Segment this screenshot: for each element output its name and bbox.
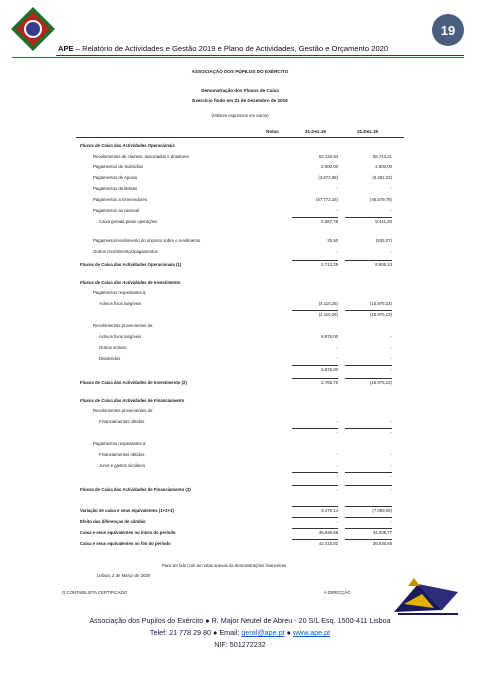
row-label: Pagamentos a fornecedores xyxy=(93,197,147,202)
header-divider-red xyxy=(56,55,464,56)
row-label: Pagamentos ao pessoal xyxy=(93,208,140,213)
row-label: Juros e gastos similares xyxy=(99,463,146,468)
subtotal-rule xyxy=(292,472,338,473)
section-heading: Fluxos de Caixa das Actividades de Investimento xyxy=(80,280,181,285)
value-2018: - xyxy=(390,419,392,424)
row-label: Fluxos de Caixa das Actividades de Investimento (2) xyxy=(80,380,187,385)
footer-address: Associação dos Pupilos do Exército ● R. Major Neutel de Abreu - 20 S/L Esq. 1500-411 Lisboa xyxy=(89,616,391,625)
subtotal-rule xyxy=(345,310,392,311)
value-2018: 44.005,77 xyxy=(372,530,392,535)
row-label: Outros activos xyxy=(99,345,127,350)
subtotal-rule xyxy=(345,485,392,486)
value-2018: (535,07) xyxy=(375,238,392,243)
value-2019: - xyxy=(336,345,338,350)
ape-logo xyxy=(10,6,56,52)
footer-email-link[interactable]: geral@ape.pt xyxy=(241,628,285,637)
value-2018: - xyxy=(390,463,392,468)
subtotal-rule xyxy=(345,260,392,261)
value-2019: - xyxy=(336,430,338,435)
subtotal-rule xyxy=(292,539,338,540)
subtotal-rule xyxy=(292,506,338,507)
subtotal-rule xyxy=(292,217,338,218)
row-label: Recebimentos provenientes de: xyxy=(93,408,154,413)
value-2018: 2.800,00 xyxy=(375,164,392,169)
col-2019: 31.Dez.19 xyxy=(305,129,326,134)
doc-statement: Demonstração dos Fluxos de Caixa xyxy=(201,88,279,93)
value-2018: - xyxy=(390,367,392,372)
subtotal-rule xyxy=(292,485,338,486)
value-2019: - xyxy=(336,186,338,191)
value-2018: (15.975,23) xyxy=(370,312,392,317)
row-label: Pagamentos respeitantes a: xyxy=(93,441,147,446)
value-2019: 42.415,82 xyxy=(318,541,338,546)
value-2019: 6.876,00 xyxy=(321,334,338,339)
value-2018: 58.713,21 xyxy=(372,154,392,159)
footer-separator: ● xyxy=(284,628,293,637)
value-2019: - xyxy=(336,208,338,213)
row-label: Pagamentos de Bolsas xyxy=(93,186,138,191)
ape-emblem-seal xyxy=(388,574,462,616)
value-2019: 2.000,00 xyxy=(321,164,338,169)
value-2018: (15.975,23) xyxy=(370,380,392,385)
section-heading: Fluxos de Caixa das Actividades Operacionais xyxy=(80,143,175,148)
value-2019: 36.936,68 xyxy=(318,530,338,535)
subtotal-rule xyxy=(345,528,392,529)
row-label: Pagamentos de Apoios xyxy=(93,175,138,180)
value-2019: 25,60 xyxy=(327,238,338,243)
row-label: Fluxos de Caixa das Actividades de Financiamento (3) xyxy=(80,487,191,492)
notes-line: Para ser lido com as notas anexas às demonstrações financeiras xyxy=(162,563,287,568)
value-2019: 62.132,94 xyxy=(318,154,338,159)
value-2019: - xyxy=(336,419,338,424)
subtotal-rule xyxy=(292,428,338,429)
subtotal-rule xyxy=(345,472,392,473)
row-label: Variação de caixa e seus equivalentes (1+2+3) xyxy=(80,508,174,513)
row-label: Caixa e seus equivalentes no fim do período xyxy=(80,541,171,546)
row-label: Recebimentos provenientes de: xyxy=(93,323,154,328)
value-2018: 8.906,13 xyxy=(375,262,392,267)
row-label: Caixa e seus equivalentes no início do período xyxy=(80,530,176,535)
value-2019: - xyxy=(336,474,338,479)
footer-phone: Telef: 21 778 29 80 ● Email: xyxy=(149,628,242,637)
header-divider-green xyxy=(12,57,464,58)
value-2019: - xyxy=(336,452,338,457)
row-label: Efeito das diferenças de câmbio xyxy=(80,519,146,524)
row-label: Dividendos xyxy=(99,356,121,361)
value-2018: - xyxy=(390,208,392,213)
doc-org: ASSOCIAÇÃO DOS PÚPILOS DO EXÉRCITO xyxy=(191,69,289,74)
subtotal-rule xyxy=(345,517,392,518)
row-label: Caixa gerada pelas operações xyxy=(99,219,158,224)
value-2018: - xyxy=(390,356,392,361)
value-2019: 6.876,00 xyxy=(321,367,338,372)
subtotal-rule xyxy=(292,365,338,366)
value-2018: - xyxy=(390,345,392,350)
section-heading: Fluxos de Caixa das Actividades de Financiamento xyxy=(80,398,185,403)
value-2019: - xyxy=(336,356,338,361)
subtotal-rule xyxy=(345,539,392,540)
value-2019: 2.713,39 xyxy=(321,262,338,267)
value-2019: 2.765,75 xyxy=(321,380,338,385)
row-label: Activos fixos tangíveis xyxy=(99,301,142,306)
table-top-rule xyxy=(76,137,404,138)
subtotal-rule xyxy=(345,428,392,429)
value-2018: (15.975,23) xyxy=(370,301,392,306)
value-2018: (45.579,78) xyxy=(370,197,392,202)
sign-accountant: O CONTABILISTA CERTIFICADO xyxy=(62,590,127,595)
value-2019: - xyxy=(336,519,338,524)
row-label: Recebimentos de clientes, associados e doadores xyxy=(93,154,189,159)
header-title-bold: APE xyxy=(58,44,74,53)
value-2019: - xyxy=(336,463,338,468)
value-2019: (4.110,25) xyxy=(318,301,338,306)
row-label: Financiamentos obtidos xyxy=(99,419,145,424)
doc-period: Exercício findo em 31 de Dezembro de 2019 xyxy=(192,98,288,103)
value-2018: (7.069,09) xyxy=(372,508,392,513)
doc-units: (Valores expressos em euros) xyxy=(211,113,269,118)
subtotal-rule xyxy=(292,378,338,379)
footer-nif: NIF: 501272232 xyxy=(214,640,266,649)
value-2019: (3.672,99) xyxy=(318,175,338,180)
value-2019: (57.772,16) xyxy=(316,197,338,202)
header-title xyxy=(58,44,388,53)
value-2018: - xyxy=(390,334,392,339)
row-label: Pagamentos respeitantes a: xyxy=(93,290,147,295)
value-2019: 5.479,14 xyxy=(321,508,338,513)
subtotal-rule xyxy=(345,365,392,366)
col-2018: 31.Dez.18 xyxy=(357,129,378,134)
subtotal-rule xyxy=(345,378,392,379)
value-2018: - xyxy=(390,430,392,435)
footer-contacts xyxy=(0,628,480,637)
value-2019: - xyxy=(336,249,338,254)
value-2019: - xyxy=(336,487,338,492)
value-2019: (4.110,25) xyxy=(318,312,338,317)
sign-direction: A DIRECÇÃO xyxy=(324,590,351,595)
row-label: Financiamentos obtidos xyxy=(99,452,145,457)
value-2018: 9.441,20 xyxy=(375,219,392,224)
value-2018: - xyxy=(390,487,392,492)
page-number-badge: 19 xyxy=(432,14,464,46)
row-label: Outros recebimentos/pagamentos xyxy=(93,249,158,254)
date-line: Lisboa, 2 de Março de 2020 xyxy=(97,573,151,578)
value-2018: 36.936,68 xyxy=(372,541,392,546)
value-2018: - xyxy=(390,519,392,524)
footer-website-link[interactable]: www.ape.pt xyxy=(292,628,331,637)
value-2018: - xyxy=(390,452,392,457)
row-label: Activos fixos tangíveis xyxy=(99,334,142,339)
subtotal-rule xyxy=(345,506,392,507)
col-notes: Notas xyxy=(266,129,279,134)
subtotal-rule xyxy=(292,517,338,518)
subtotal-rule xyxy=(292,310,338,311)
subtotal-rule xyxy=(292,528,338,529)
row-label: Fluxos de Caixa das Actividades Operacionais (1) xyxy=(80,262,182,267)
row-label: Pagamentos de Subsídios xyxy=(93,164,144,169)
subtotal-rule xyxy=(345,217,392,218)
subtotal-rule xyxy=(292,260,338,261)
value-2018: - xyxy=(390,474,392,479)
value-2018: - xyxy=(390,186,392,191)
header-title-rest: – Relatório de Actividades e Gestão 2019 e Plano de Actividades, Gestão e Orçamento 2020 xyxy=(73,44,389,53)
value-2018: (6.492,23) xyxy=(372,175,392,180)
value-2019: 2.687,79 xyxy=(321,219,338,224)
value-2018: - xyxy=(390,249,392,254)
row-label: Pagamento/recebimento do imposto sobre o rendimento xyxy=(93,238,201,243)
